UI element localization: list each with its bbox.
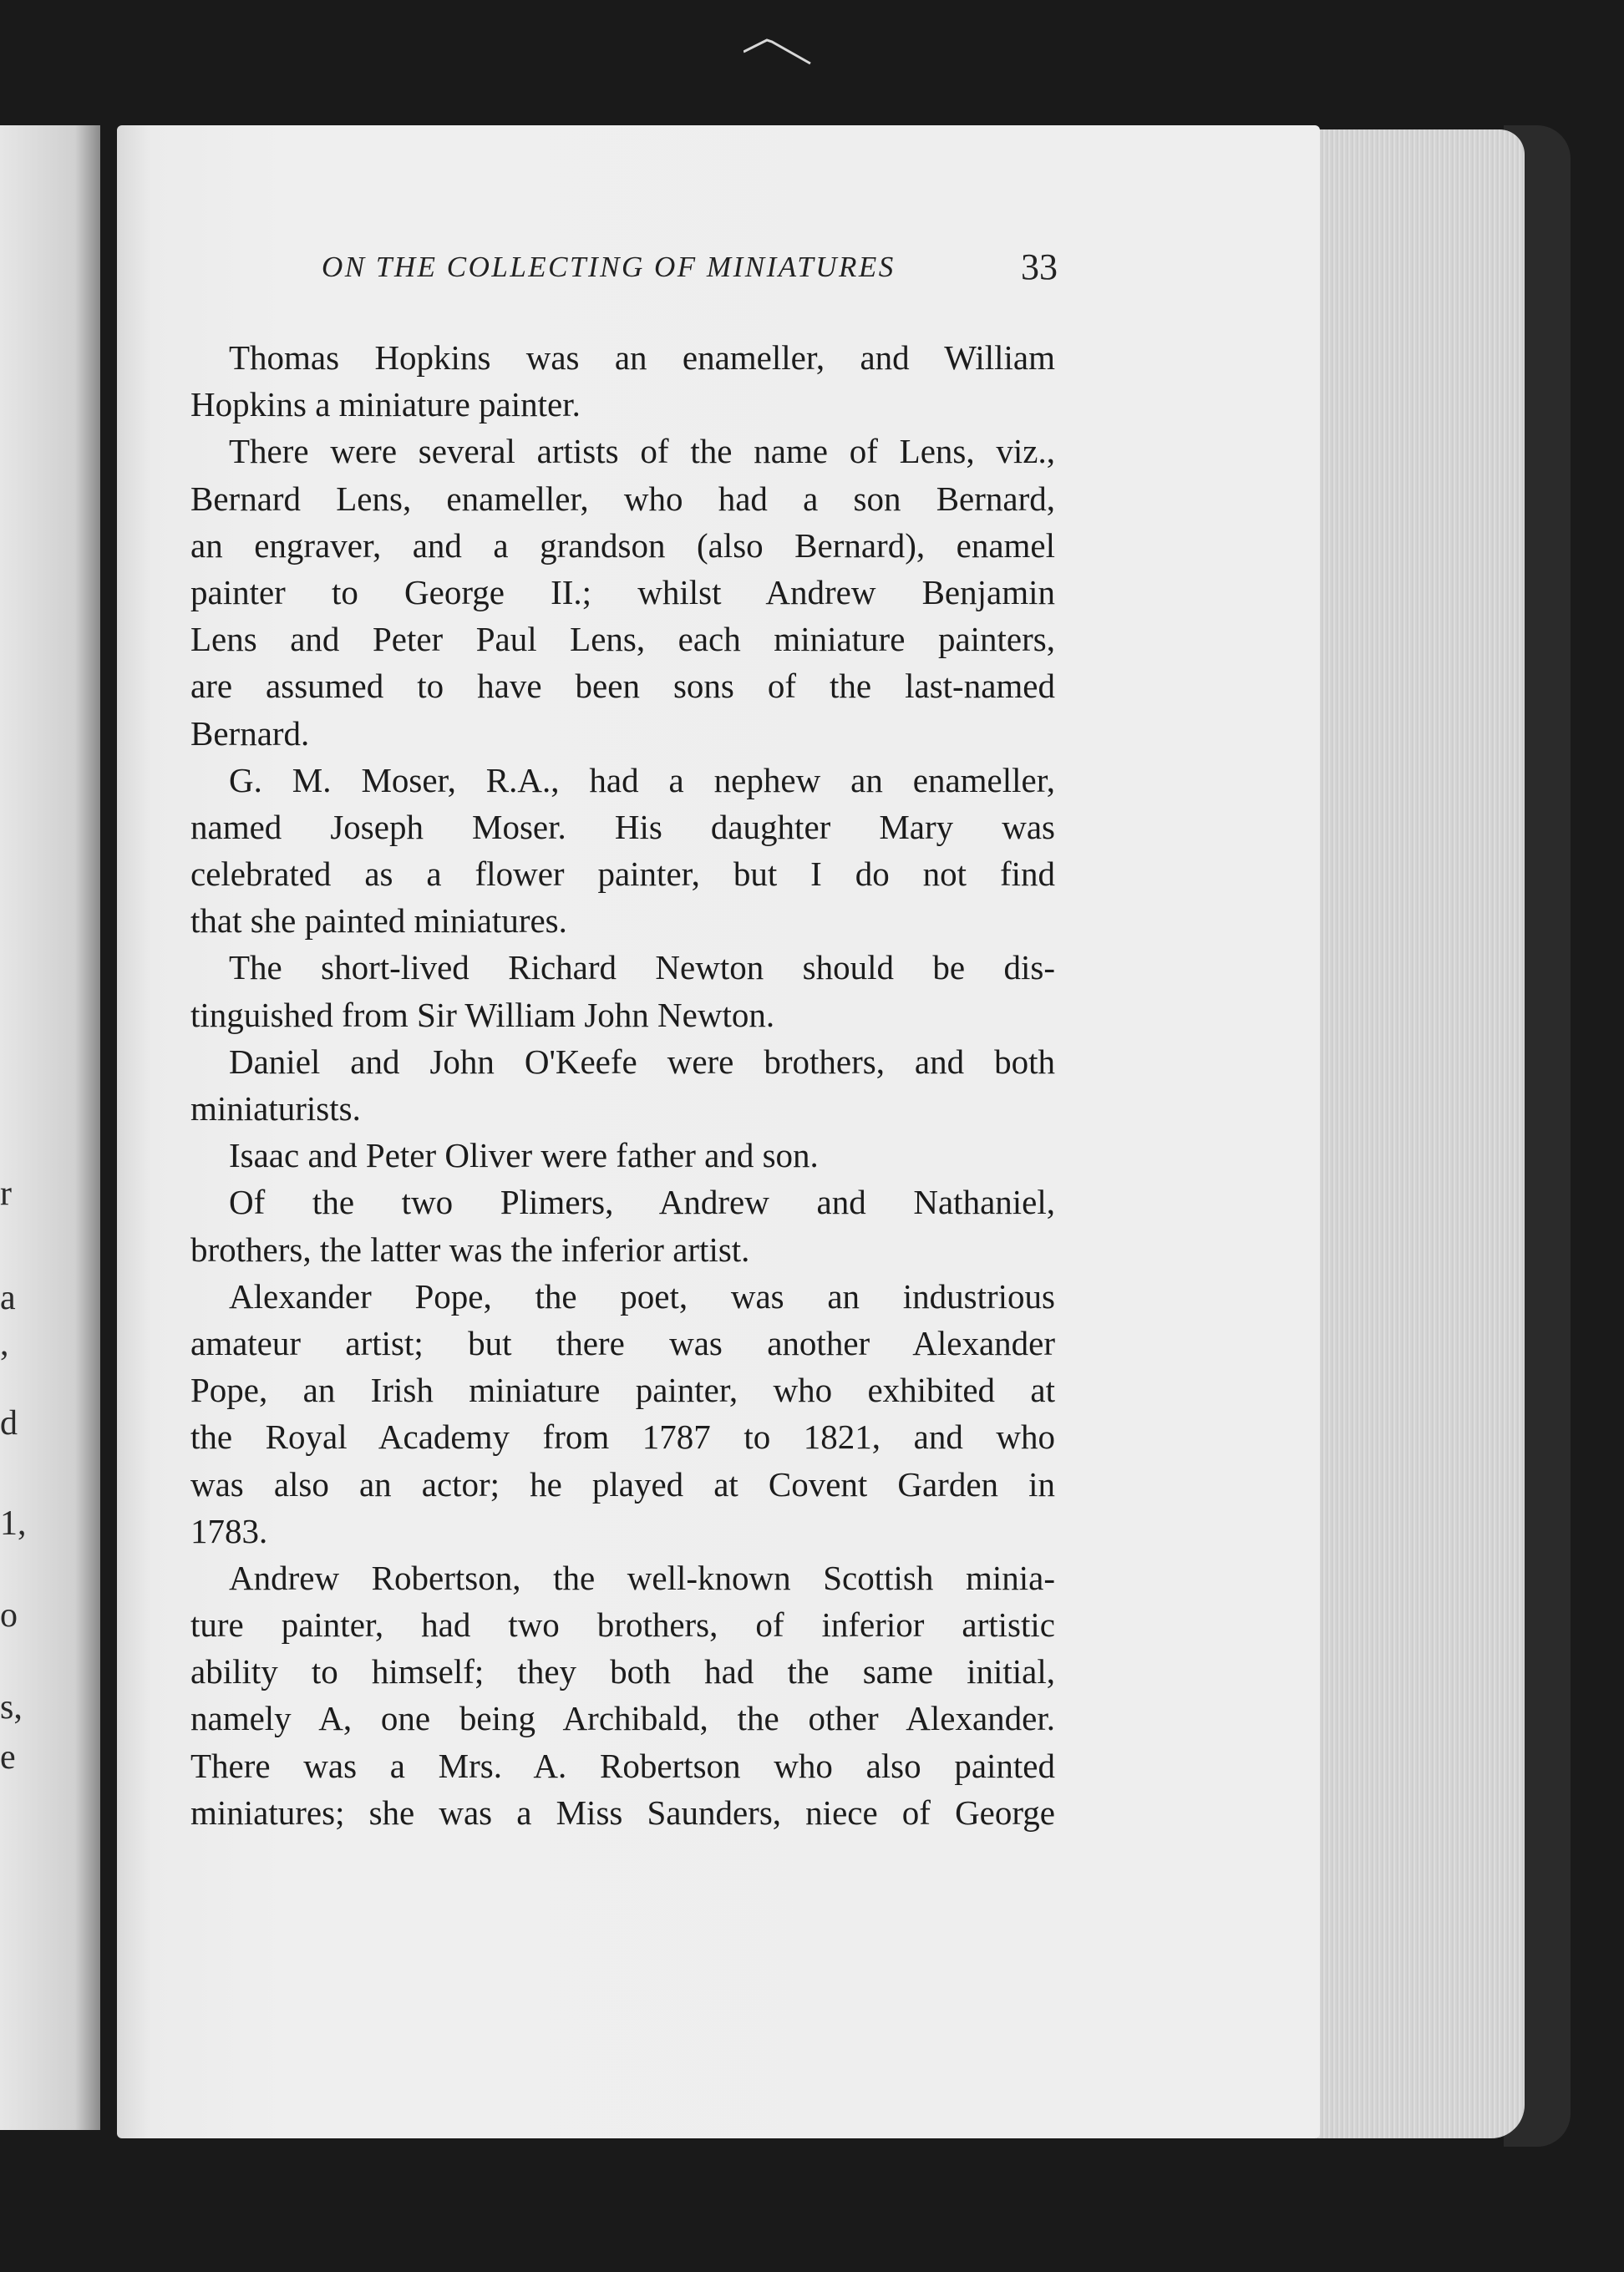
facing-page-fragment: d: [0, 1404, 18, 1443]
facing-page-fragment: 1,: [0, 1504, 27, 1543]
text-line: There were several artists of the name of Lens, viz.,: [229, 432, 1055, 471]
text-line: Alexander Pope, the poet, was an industrious: [229, 1276, 1055, 1316]
text-line: named Joseph Moser. His daughter Mary was: [190, 807, 1055, 846]
text-line: G. M. Moser, R.A., had a nephew an enameller,: [229, 760, 1055, 799]
text-line: painter to George II.; whilst Andrew Benjamin: [190, 572, 1055, 611]
text-line: miniatures; she was a Miss Saunders, niece of George: [190, 1793, 1055, 1832]
text-line: There was a Mrs. A. Robertson who also painted: [190, 1746, 1055, 1785]
text-line: namely A, one being Archibald, the other Alexander.: [190, 1699, 1055, 1738]
text-line: amateur artist; but there was another Alexander: [190, 1323, 1055, 1362]
facing-page-edge: [0, 125, 100, 2130]
text-line: Thomas Hopkins was an enameller, and William: [229, 338, 1055, 377]
text-line: The short-lived Richard Newton should be dis-: [229, 948, 1055, 987]
text-line: Lens and Peter Paul Lens, each miniature painters,: [190, 620, 1055, 659]
text-line: that she painted miniatures.: [190, 901, 567, 941]
text-line: tinguished from Sir William John Newton.: [190, 995, 775, 1034]
text-line: Isaac and Peter Oliver were father and son.: [229, 1136, 819, 1175]
facing-page-fragment: e: [0, 1738, 16, 1777]
text-line: ability to himself; they both had the same initial,: [190, 1652, 1055, 1691]
facing-page-fragment: a: [0, 1279, 16, 1317]
text-line: 1783.: [190, 1511, 268, 1550]
page-number: 33: [1021, 246, 1058, 287]
caret-mark: [743, 33, 819, 67]
body-text: [190, 334, 1055, 1836]
text-line: Andrew Robertson, the well-known Scottish minia-: [229, 1558, 1055, 1597]
page-block-edge: [1316, 129, 1525, 2138]
running-head: ON THE COLLECTING OF MINIATURES: [322, 251, 896, 283]
text-line: ture painter, had two brothers, of inferior artistic: [190, 1605, 1055, 1645]
text-line: Hopkins a miniature painter.: [190, 385, 581, 424]
text-line: are assumed to have been sons of the last-named: [190, 667, 1055, 706]
text-line: Daniel and John O'Keefe were brothers, and both: [229, 1042, 1055, 1081]
facing-page-fragment: r: [0, 1174, 12, 1213]
text-line: brothers, the latter was the inferior artist.: [190, 1230, 750, 1269]
text-line: miniaturists.: [190, 1089, 361, 1128]
text-line: Bernard Lens, enameller, who had a son Bernard,: [190, 479, 1055, 518]
text-line: Pope, an Irish miniature painter, who exhibited at: [190, 1371, 1055, 1410]
facing-page-fragment: ,: [0, 1325, 9, 1363]
text-line: was also an actor; he played at Covent Garden in: [190, 1464, 1055, 1504]
text-line: an engraver, and a grandson (also Bernard), enamel: [190, 525, 1055, 565]
text-line: Bernard.: [190, 713, 310, 753]
facing-page-fragment: o: [0, 1596, 18, 1635]
text-line: celebrated as a flower painter, but I do not find: [190, 855, 1055, 894]
text-line: the Royal Academy from 1787 to 1821, and who: [190, 1417, 1055, 1457]
facing-page-fragment: s,: [0, 1688, 23, 1727]
text-line: Of the two Plimers, Andrew and Nathaniel,: [229, 1183, 1055, 1222]
